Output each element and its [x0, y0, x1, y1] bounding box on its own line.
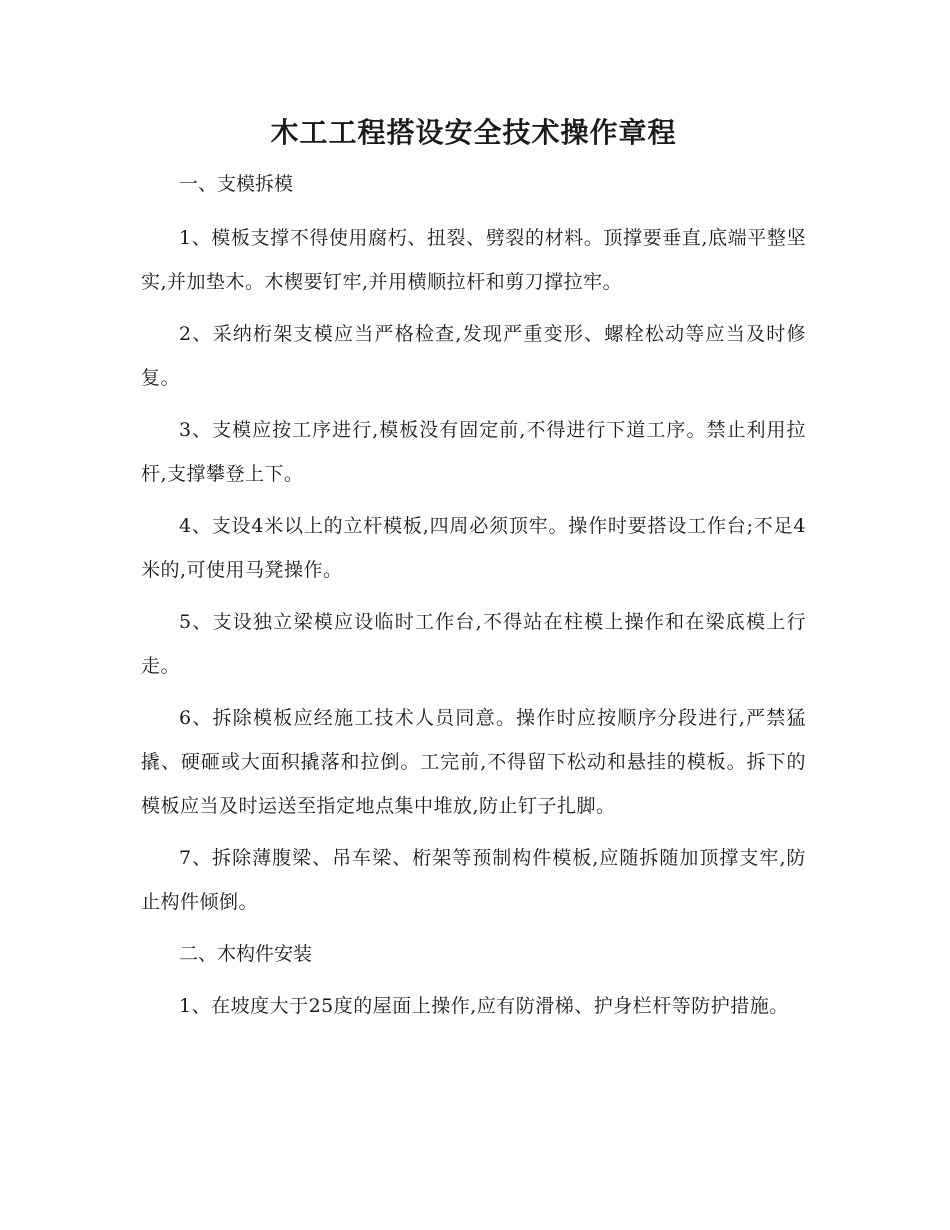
- paragraph: 5、支设独立梁模应设临时工作台,不得站在柱模上操作和在梁底模上行走。: [141, 611, 806, 677]
- paragraph: 2、采纳桁架支模应当严格检查,发现严重变形、螺栓松动等应当及时修复。: [141, 323, 806, 389]
- section-heading: 一、支模拆模: [179, 173, 294, 195]
- paragraph: 3、支模应按工序进行,模板没有固定前,不得进行下道工序。禁止利用拉杆,支撑攀登上下。: [141, 419, 806, 485]
- section-heading: 二、木构件安装: [179, 943, 313, 965]
- document-body: [141, 110, 806, 1028]
- document-title: 木工工程搭设安全技术操作章程: [270, 116, 677, 149]
- paragraph: 6、拆除模板应经施工技术人员同意。操作时应按顺序分段进行,严禁猛撬、硬砸或大面积撬落和拉倒。工完前,不得留下松动和悬挂的模板。拆下的模板应当及时运送至指定地点集中堆放,防止钉子扎脚。: [141, 707, 806, 817]
- paragraph: 4、支设4米以上的立杆模板,四周必须顶牢。操作时要搭设工作台;不足4米的,可使用马凳操作。: [141, 515, 806, 581]
- paragraph: 1、在坡度大于25度的屋面上操作,应有防滑梯、护身栏杆等防护措施。: [179, 995, 789, 1017]
- paragraph: 7、拆除薄腹梁、吊车梁、桁架等预制构件模板,应随拆随加顶撑支牢,防止构件倾倒。: [141, 847, 806, 913]
- section-formwork: [141, 162, 806, 924]
- paragraph: 1、模板支撑不得使用腐朽、扭裂、劈裂的材料。顶撑要垂直,底端平整坚实,并加垫木。木楔要钉牢,并用横顺拉杆和剪刀撑拉牢。: [141, 227, 806, 293]
- section-wood-components: [141, 932, 806, 1028]
